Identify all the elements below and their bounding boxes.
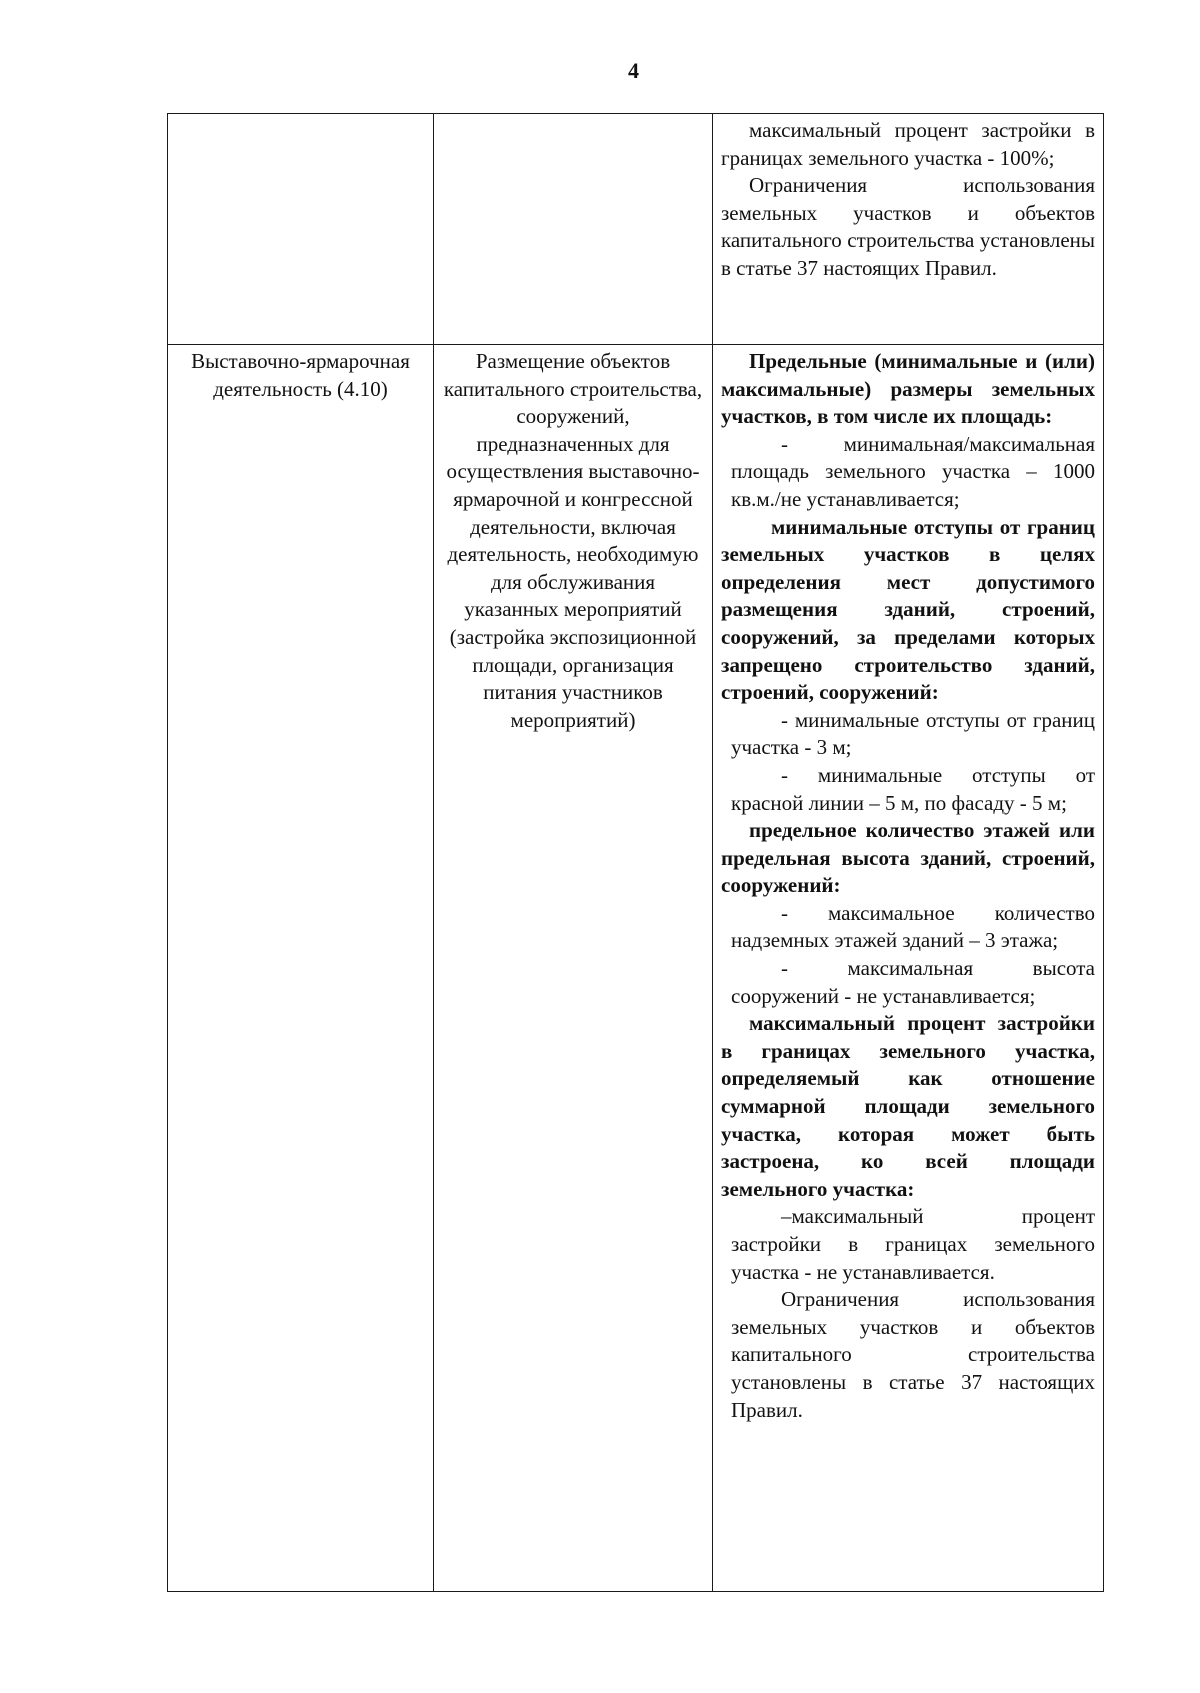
paragraph-max-height: - максимальная высота сооружений - не устанавливается;: [731, 956, 1095, 1008]
paragraph-usage-restrictions: Ограничения использования земельных участков и объектов капитального строительства установлены в статье 37 настоящих Правил.: [721, 173, 1095, 280]
table-row: [168, 114, 1104, 345]
table-cell-use-type: Выставочно-ярмарочная деятельность (4.10): [168, 345, 434, 1592]
regulations-table: [167, 113, 1104, 1592]
heading-floors-height-limits: предельное количество этажей или предельная высота зданий, строений, сооружений:: [721, 818, 1095, 898]
heading-max-building-percent: максимальный процент застройки в границах земельного участка, определяемый как отношение суммарной площади земельного участка, которая может быть застроена, ко всей площади земельного участка:: [721, 1011, 1095, 1201]
paragraph-max-building-percent-value: максимальный процент застройки в границах земельного участка - 100%;: [721, 118, 1095, 170]
heading-plot-size-limits: Предельные (минимальные и (или) максимальные) размеры земельных участков, в том числе их площадь:: [721, 349, 1095, 429]
paragraph-max-floors: - максимальное количество надземных этажей зданий – 3 этажа;: [731, 900, 1095, 953]
paragraph-plot-area: - минимальная/максимальная площадь земельного участка – 1000 кв.м./не устанавливается;: [731, 431, 1095, 511]
heading-minimum-setbacks: минимальные отступы от границ земельных участков в целях определения мест допустимого размещения зданий, строений, сооружений, за пределами которых запрещено строительство зданий, строений, сооружений:: [721, 514, 1095, 705]
paragraph-usage-restrictions: Ограничения использования земельных участков и объектов капитального строительства установлены в статье 37 настоящих Правил.: [731, 1287, 1095, 1422]
table-cell-empty-2: [434, 114, 713, 345]
table-cell-empty-1: [168, 114, 434, 345]
table-cell-parameters-continued: [713, 114, 1104, 345]
table-cell-use-description: Размещение объектов капитального строительства, сооружений, предназначенных для осуществления выставочно-ярмарочной и конгрессной деятельности, включая деятельность, необходимую для обслуживания указанных мероприятий (застройка экспозиционной площади, организация питания участников мероприятий): [434, 345, 713, 1592]
table-cell-parameters: [713, 345, 1104, 1592]
paragraph-max-building-percent-value: –максимальный процент застройки в границах земельного участка - не устанавливается.: [731, 1204, 1095, 1284]
paragraph-setbacks-red-line: - минимальные отступы от красной линии – 5 м, по фасаду - 5 м;: [731, 762, 1095, 815]
table-row: [168, 345, 1104, 1592]
page-number: 4: [628, 58, 639, 83]
paragraph-setbacks-boundaries: - минимальные отступы от границ участка - 3 м;: [731, 707, 1095, 760]
